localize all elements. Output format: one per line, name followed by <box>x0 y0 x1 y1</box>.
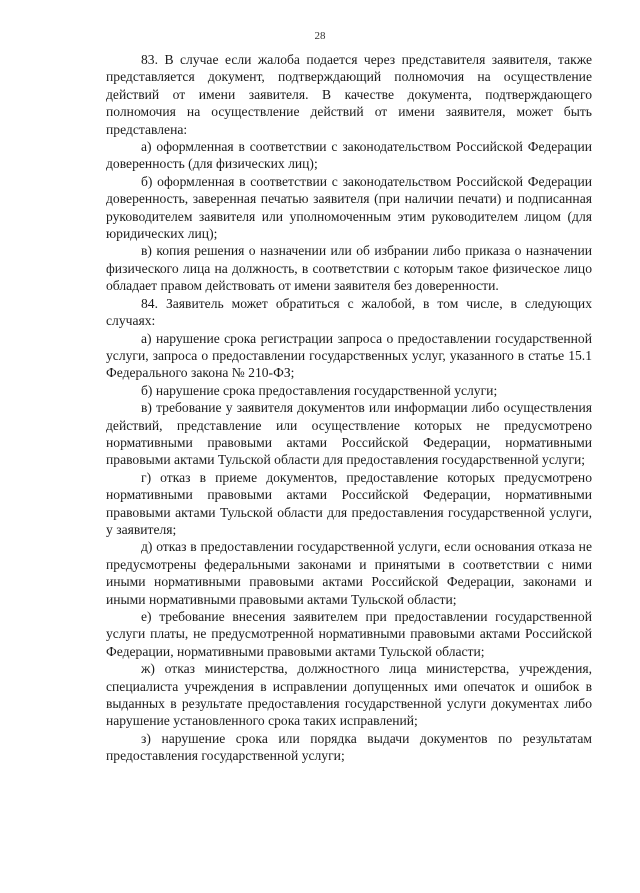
paragraph-83-b: б) оформленная в соответствии с законодательством Российской Федерации доверенность, заверенная печатью заявителя (при наличии печати) и подписанная руководителем заявителя или уполномоченным этим руководителем лицом (для юридических лиц); <box>106 173 592 242</box>
paragraph-84-g: г) отказ в приеме документов, предоставление которых предусмотрено нормативными правовыми актами Российской Федерации, нормативными правовыми актами Тульской области для предоставления государственной услуги, у заявителя; <box>106 469 592 537</box>
paragraph-84: 84. Заявитель может обратиться с жалобой, в том числе, в следующих случаях: <box>106 295 592 329</box>
paragraph-83: 83. В случае если жалоба подается через представителя заявителя, также представляется документ, подтверждающий полномочия на осуществление действий от имени заявителя. В качестве документа, подтверждающего полномочия на осуществление действий от имени заявителя, может быть представлена: <box>106 52 592 137</box>
paragraph-84-z: з) нарушение срока или порядка выдачи документов по результатам предоставления государственной услуги; <box>106 730 592 764</box>
paragraph-84-e: е) требование внесения заявителем при предоставлении государственной услуги платы, не предусмотренной нормативными правовыми актами Российской Федерации, нормативными правовыми актами Тульской области; <box>106 609 592 659</box>
paragraph-84-zh: ж) отказ министерства, должностного лица министерства, учреждения, специалиста учреждения в исправлении допущенных ими опечаток и ошибок в выданных в результате предоставления государственной услуги документах либо нарушение установленного срока таких исправлений; <box>106 661 592 729</box>
paragraph-84-v: в) требование у заявителя документов или информации либо осуществления действий, представление или осуществление которых не предусмотрено нормативными правовыми актами Российской Федерации, нормативными правовыми актами Тульской области для предоставления государственной услуги; <box>106 400 592 468</box>
page-number: 28 <box>314 30 326 42</box>
paragraph-84-d: д) отказ в предоставлении государственной услуги, если основания отказа не предусмотрены федеральными законами и принятыми в соответствии с ними иными нормативными правовыми актами Российской Федерации, законами и иными нормативными правовыми актами Тульской области; <box>106 539 592 607</box>
document-body <box>106 51 592 765</box>
paragraph-84-b: б) нарушение срока предоставления государственной услуги; <box>141 382 498 398</box>
paragraph-83-v: в) копия решения о назначении или об избрании либо приказа о назначении физического лица на должность, в соответствии с которым такое физическое лицо обладает правом действовать от имени заявителя без доверенности. <box>106 243 592 294</box>
paragraph-84-a: а) нарушение срока регистрации запроса о предоставлении государственной услуги, запроса о предоставлении государственных услуг, указанного в статье 15.1 Федерального закона № 210-ФЗ; <box>106 330 592 381</box>
paragraph-83-a: а) оформленная в соответствии с законодательством Российской Федерации доверенность (для физических лиц); <box>106 139 592 172</box>
